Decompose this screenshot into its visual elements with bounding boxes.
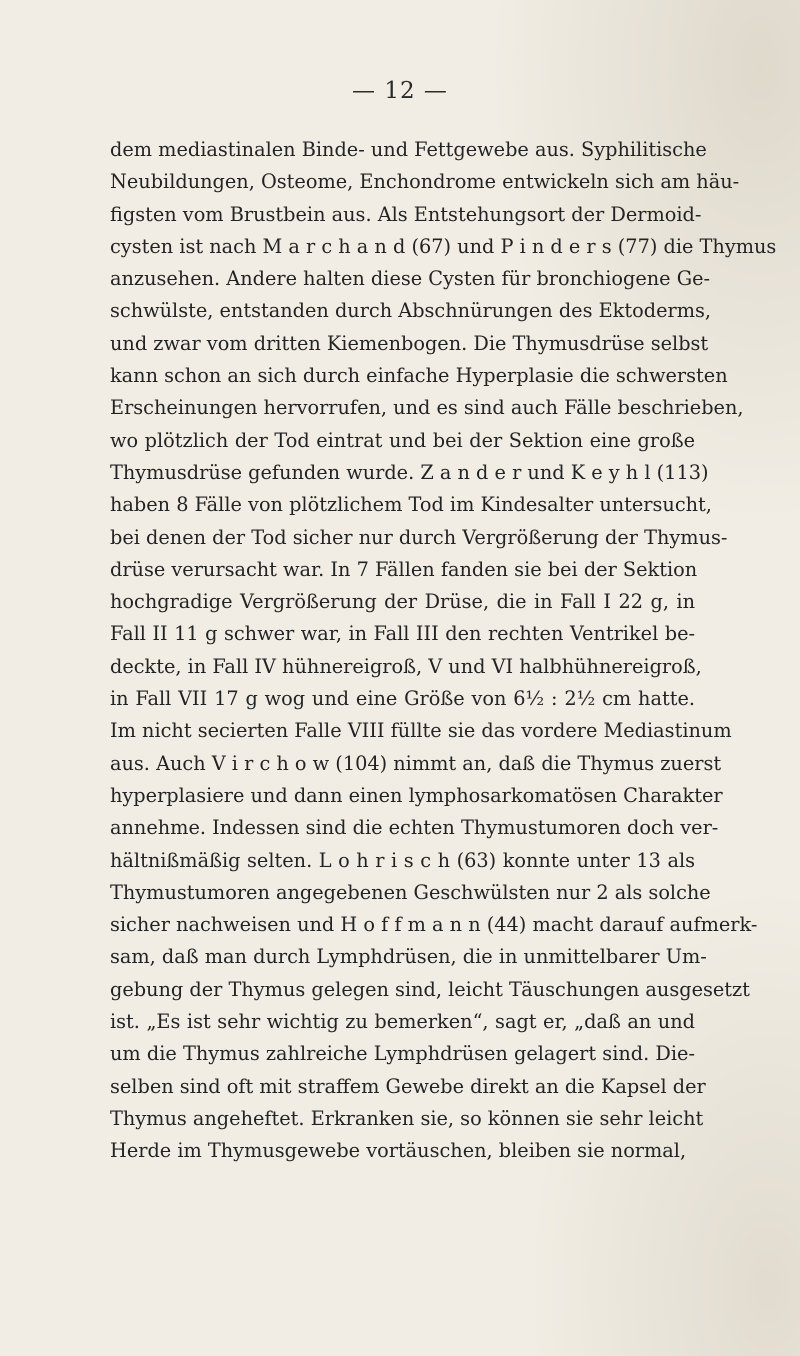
text-line: Neubildungen, Osteome, Enchondrome entwickeln sich am häu- bbox=[110, 170, 740, 194]
text-line: kann schon an sich durch einfache Hyperplasie die schwersten bbox=[110, 364, 728, 388]
text-line: hochgradige Vergrößerung der Drüse, die in Fall I 22 g, in bbox=[110, 590, 695, 614]
text-line: Thymusdrüse gefunden wurde. Z a n d e r und K e y h l (113) bbox=[110, 460, 709, 484]
text-line: um die Thymus zahlreiche Lymphdrüsen gelagert sind. Die- bbox=[110, 1042, 695, 1066]
page-number: — 12 — bbox=[352, 78, 448, 104]
text-line: figsten vom Brustbein aus. Als Entstehungsort der Dermoid- bbox=[110, 202, 702, 226]
text-line: in Fall VII 17 g wog und eine Größe von 6½ : 2½ cm hatte. bbox=[110, 687, 695, 711]
text-line: aus. Auch V i r c h o w (104) nimmt an, daß die Thymus zuerst bbox=[110, 751, 722, 775]
text-line: drüse verursacht war. In 7 Fällen fanden sie bei der Sektion bbox=[110, 557, 698, 581]
text-line: schwülste, entstanden durch Abschnürungen des Ektoderms, bbox=[110, 299, 712, 323]
body-text bbox=[110, 134, 777, 1168]
text-line: wo plötzlich der Tod eintrat und bei der Sektion eine große bbox=[110, 428, 695, 452]
text-line: Im nicht secierten Falle VIII füllte sie das vordere Mediastinum bbox=[110, 719, 732, 743]
text-line: bei denen der Tod sicher nur durch Vergrößerung der Thymus- bbox=[110, 525, 728, 549]
text-line: cysten ist nach M a r c h a n d (67) und P i n d e r s (77) die Thymus bbox=[110, 234, 777, 258]
text-line: selben sind oft mit straffem Gewebe direkt an die Kapsel der bbox=[110, 1074, 706, 1098]
text-line: Thymus angeheftet. Erkranken sie, so können sie sehr leicht bbox=[110, 1106, 704, 1130]
text-line: und zwar vom dritten Kiemenbogen. Die Thymusdrüse selbst bbox=[110, 331, 709, 355]
text-line: gebung der Thymus gelegen sind, leicht Täuschungen ausgesetzt bbox=[110, 977, 750, 1001]
text-line: anzusehen. Andere halten diese Cysten für bronchiogene Ge- bbox=[110, 267, 711, 291]
text-line: Thymustumoren angegebenen Geschwülsten nur 2 als solche bbox=[110, 880, 711, 904]
text-line: Erscheinungen hervorrufen, und es sind auch Fälle beschrieben, bbox=[110, 396, 744, 420]
text-line: Herde im Thymusgewebe vortäuschen, bleiben sie normal, bbox=[110, 1139, 687, 1163]
text-line: hältnißmäßig selten. L o h r i s c h (63) konnte unter 13 als bbox=[110, 848, 695, 872]
text-line: deckte, in Fall IV hühnereigroß, V und VI halbhühnereigroß, bbox=[110, 654, 702, 678]
text-line: sam, daß man durch Lymphdrüsen, die in unmittelbarer Um- bbox=[110, 945, 707, 969]
text-line: dem mediastinalen Binde- und Fettgewebe aus. Syphilitische bbox=[110, 138, 707, 161]
text-line: sicher nachweisen und H o f f m a n n (44) macht darauf aufmerk- bbox=[110, 913, 758, 937]
text-line: Fall II 11 g schwer war, in Fall III den rechten Ventrikel be- bbox=[110, 622, 695, 646]
text-line: annehme. Indessen sind die echten Thymustumoren doch ver- bbox=[110, 816, 719, 840]
text-line: hyperplasiere und dann einen lymphosarkomatösen Charakter bbox=[110, 783, 723, 807]
text-line: ist. „Es ist sehr wichtig zu bemerken“, sagt er, „daß an und bbox=[110, 1010, 695, 1034]
text-line: haben 8 Fälle von plötzlichem Tod im Kindesalter untersucht, bbox=[110, 493, 712, 517]
